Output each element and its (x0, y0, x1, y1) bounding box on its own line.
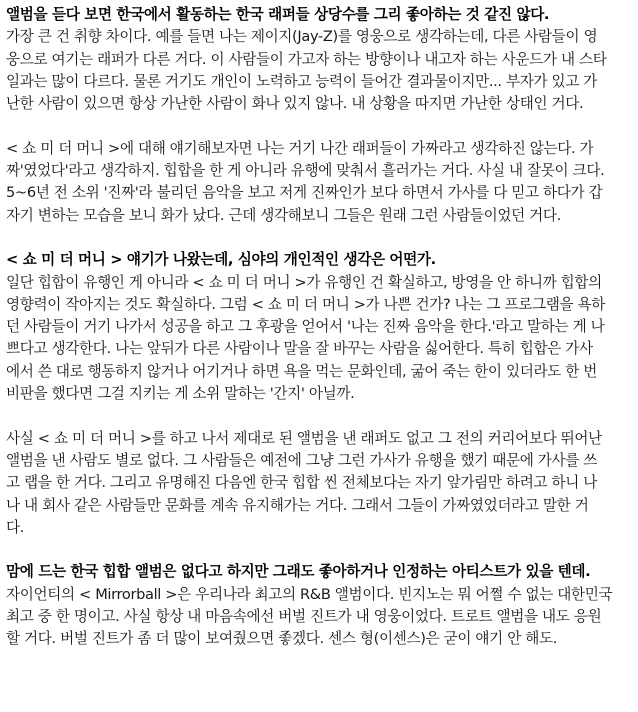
text-line: 웅으로 여기는 래퍼가 다른 거다. 이 사람들이 가고자 하는 방향이나 내고자 하는 사운드가 내 스타 (6, 50, 607, 68)
answer-paragraph (6, 272, 634, 406)
answer-paragraph (6, 428, 634, 539)
answer-paragraph (6, 584, 634, 651)
answer-paragraph (6, 138, 634, 227)
section-gap (6, 227, 634, 249)
section-gap (6, 539, 634, 561)
text-line: 앨범을 낸 사람도 별로 없다. 그 사람들은 예전에 그냥 그런 가사가 유행을 했기 때문에 가사를 쓰 (6, 451, 598, 469)
text-line: 영향력이 작아지는 것도 확실하다. 그럼 < 쇼 미 더 머니 >가 나쁜 건가? 나는 그 프로그램을 욕하 (6, 295, 605, 313)
paragraph-gap (6, 405, 634, 427)
text-line: 최고 중 한 명이고. 사실 항상 내 마음속에선 버벌 진트가 내 영웅이었다. 트로트 앨범을 내도 응원 (6, 608, 602, 626)
text-line: 쁘다고 생각한다. 나는 앞뒤가 다른 사람이나 말을 잘 바꾸는 사람을 싫어한다. 특히 힙합은 가사 (6, 340, 593, 358)
answer-paragraph (6, 26, 634, 115)
text-line: 난한 사람이 있으면 항상 가난한 사람이 화나 있지 않나. 내 상황을 따지면 가난한 상태인 거다. (6, 95, 584, 113)
text-line: 일과는 많이 다르다. 물론 거기도 개인이 노력하고 능력이 들어간 결과물이지만... 부자가 있고 가 (6, 72, 598, 90)
text-line: 자이언티의 < Mirrorball >은 우리나라 최고의 R&B 앨범이다. 빈지노는 뭐 어쩔 수 없는 대한민국 (6, 585, 613, 603)
text-line: 사실 < 쇼 미 더 머니 >를 하고 나서 제대로 된 앨범을 낸 래퍼도 없고 그 전의 커리어보다 뛰어난 (6, 429, 602, 447)
text-line: 할 거다. 버벌 진트가 좀 더 많이 보여줬으면 좋겠다. 센스 형(이센스)은 굳이 얘기 안 해도. (6, 630, 558, 648)
text-line: 다. (6, 518, 25, 536)
interview-question: 맘에 드는 한국 힙합 앨범은 없다고 하지만 그래도 좋아하거나 인정하는 아티스트가 있을 텐데. (6, 563, 591, 581)
text-line: 자기 변하는 모습을 보니 화가 났다. 근데 생각해보니 그들은 원래 그런 사람들이었던 거다. (6, 206, 561, 224)
interview-question: < 쇼 미 더 머니 > 얘기가 나왔는데, 심야의 개인적인 생각은 어떤가. (6, 251, 436, 269)
article-body (6, 4, 634, 651)
text-line: 가장 큰 건 취향 차이다. 예를 들면 나는 제이지(Jay-Z)를 영웅으로 생각하는데, 다른 사람들이 영 (6, 28, 598, 46)
text-line: 에서 쓴 대로 행동하지 않거나 어기거나 하면 욕을 먹는 문화인데, 굶어 죽는 한이 있더라도 한 번 (6, 362, 598, 380)
text-line: < 쇼 미 더 머니 >에 대해 얘기해보자면 나는 거기 나간 래퍼들이 가짜라고 생각하진 않는다. 가 (6, 139, 594, 157)
text-line: 일단 힙합이 유행인 게 아니라 < 쇼 미 더 머니 >가 유행인 건 확실하고, 방영을 안 하니까 힙합의 (6, 273, 602, 291)
paragraph-gap (6, 115, 634, 137)
text-line: 고 랩을 한 거다. 그리고 유명해진 다음엔 한국 힙합 씬 전체보다는 자기 앞가림만 하려고 하니 나 (6, 474, 598, 492)
text-line: 던 사람들이 거기 나가서 성공을 하고 그 후광을 얻어서 '나는 진짜 음악을 한다.'라고 말하는 게 나 (6, 318, 605, 336)
text-line: 비판을 했다면 그걸 지키는 게 소위 말하는 '간지' 아닐까. (6, 385, 355, 403)
text-line: 나 내 회사 같은 사람들만 문화를 계속 유지해가는 거다. 그래서 그들이 가짜였었더라고 말한 거 (6, 496, 589, 514)
interview-question: 앨범을 듣다 보면 한국에서 활동하는 한국 래퍼들 상당수를 그리 좋아하는 것 같진 않다. (6, 6, 550, 23)
text-line: 5~6년 전 소위 '진짜'라 불리던 음악을 보고 저게 진짜인가 보다 하면서 가사를 다 믿고 하다가 갑 (6, 184, 603, 202)
text-line: 짜'였었다'라고 생각하지. 힙합을 한 게 아니라 유행에 맞춰서 흘러가는 거다. 사실 내 잘못이 크다. (6, 162, 605, 180)
